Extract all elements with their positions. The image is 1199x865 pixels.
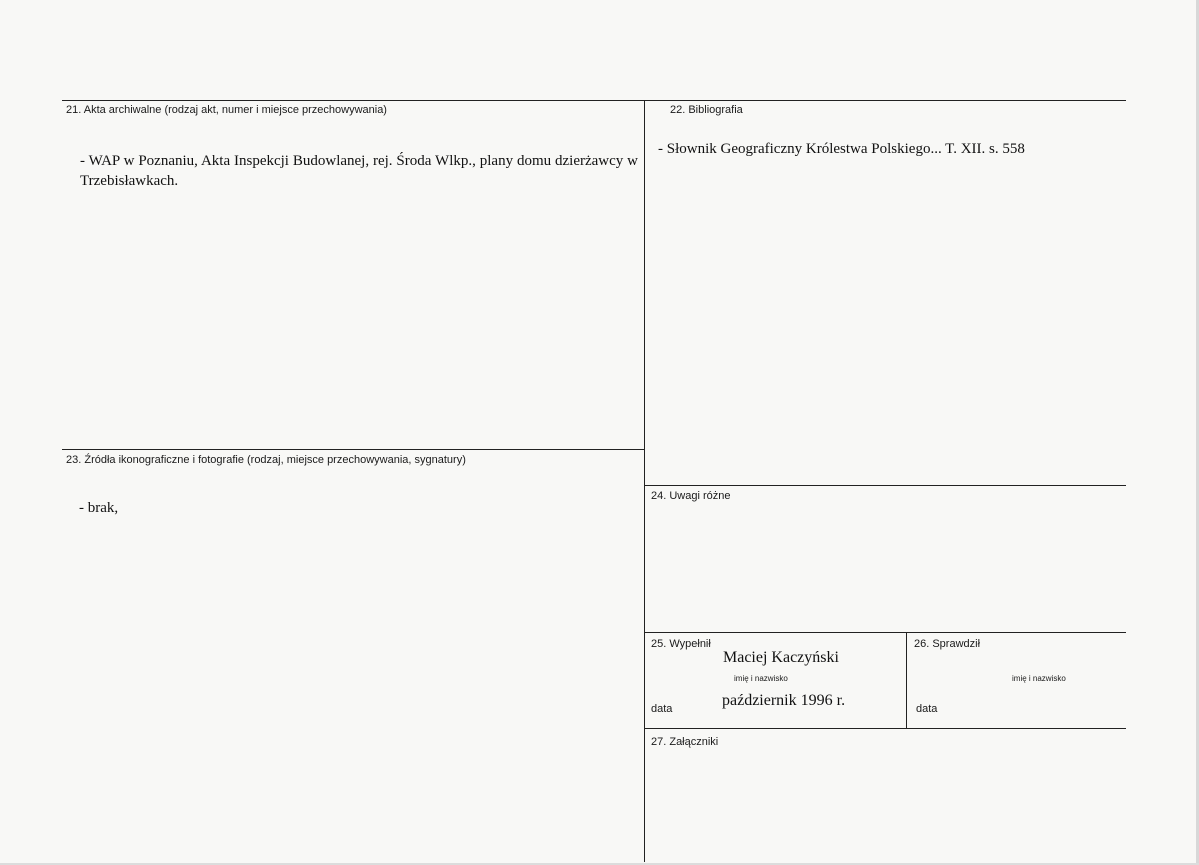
section-25-date-label: data [651,703,673,715]
section-26-name-caption: imię i nazwisko [1012,674,1066,683]
rule-above-27 [645,728,1126,729]
section-25-name-caption: imię i nazwisko [734,674,788,683]
section-24-label: 24. Uwagi różne [651,490,731,502]
rule-main-vertical [644,100,645,862]
rule-top [62,100,1126,101]
rule-above-24 [645,485,1126,486]
section-26-date-label: data [916,703,938,715]
rule-left-middle [62,449,645,450]
section-25-name: Maciej Kaczyński [723,649,839,666]
section-22-content: - Słownik Geograficzny Królestwa Polskiego... T. XII. s. 558 [658,141,1025,157]
section-27-label: 27. Załączniki [651,736,719,748]
section-21-content: - WAP w Poznaniu, Akta Inspekcji Budowlanej, rej. Środa Wlkp., plany domu dzierżawcy w Trzebisławkach. [80,153,638,189]
section-21-label: 21. Akta archiwalne (rodzaj akt, numer i miejsce przechowywania) [66,104,387,116]
section-22-label: 22. Bibliografia [670,104,743,116]
section-25-date-value: październik 1996 r. [722,692,846,709]
section-23-label: 23. Źródła ikonograficzne i fotografie (rodzaj, miejsce przechowywania, sygnatury) [66,454,466,466]
section-25-label: 25. Wypełnił [651,638,711,650]
section-23-content: - brak, [79,500,119,516]
rule-25-26-divider [906,632,907,728]
rule-above-25 [645,632,1126,633]
section-26-label: 26. Sprawdził [914,638,981,650]
